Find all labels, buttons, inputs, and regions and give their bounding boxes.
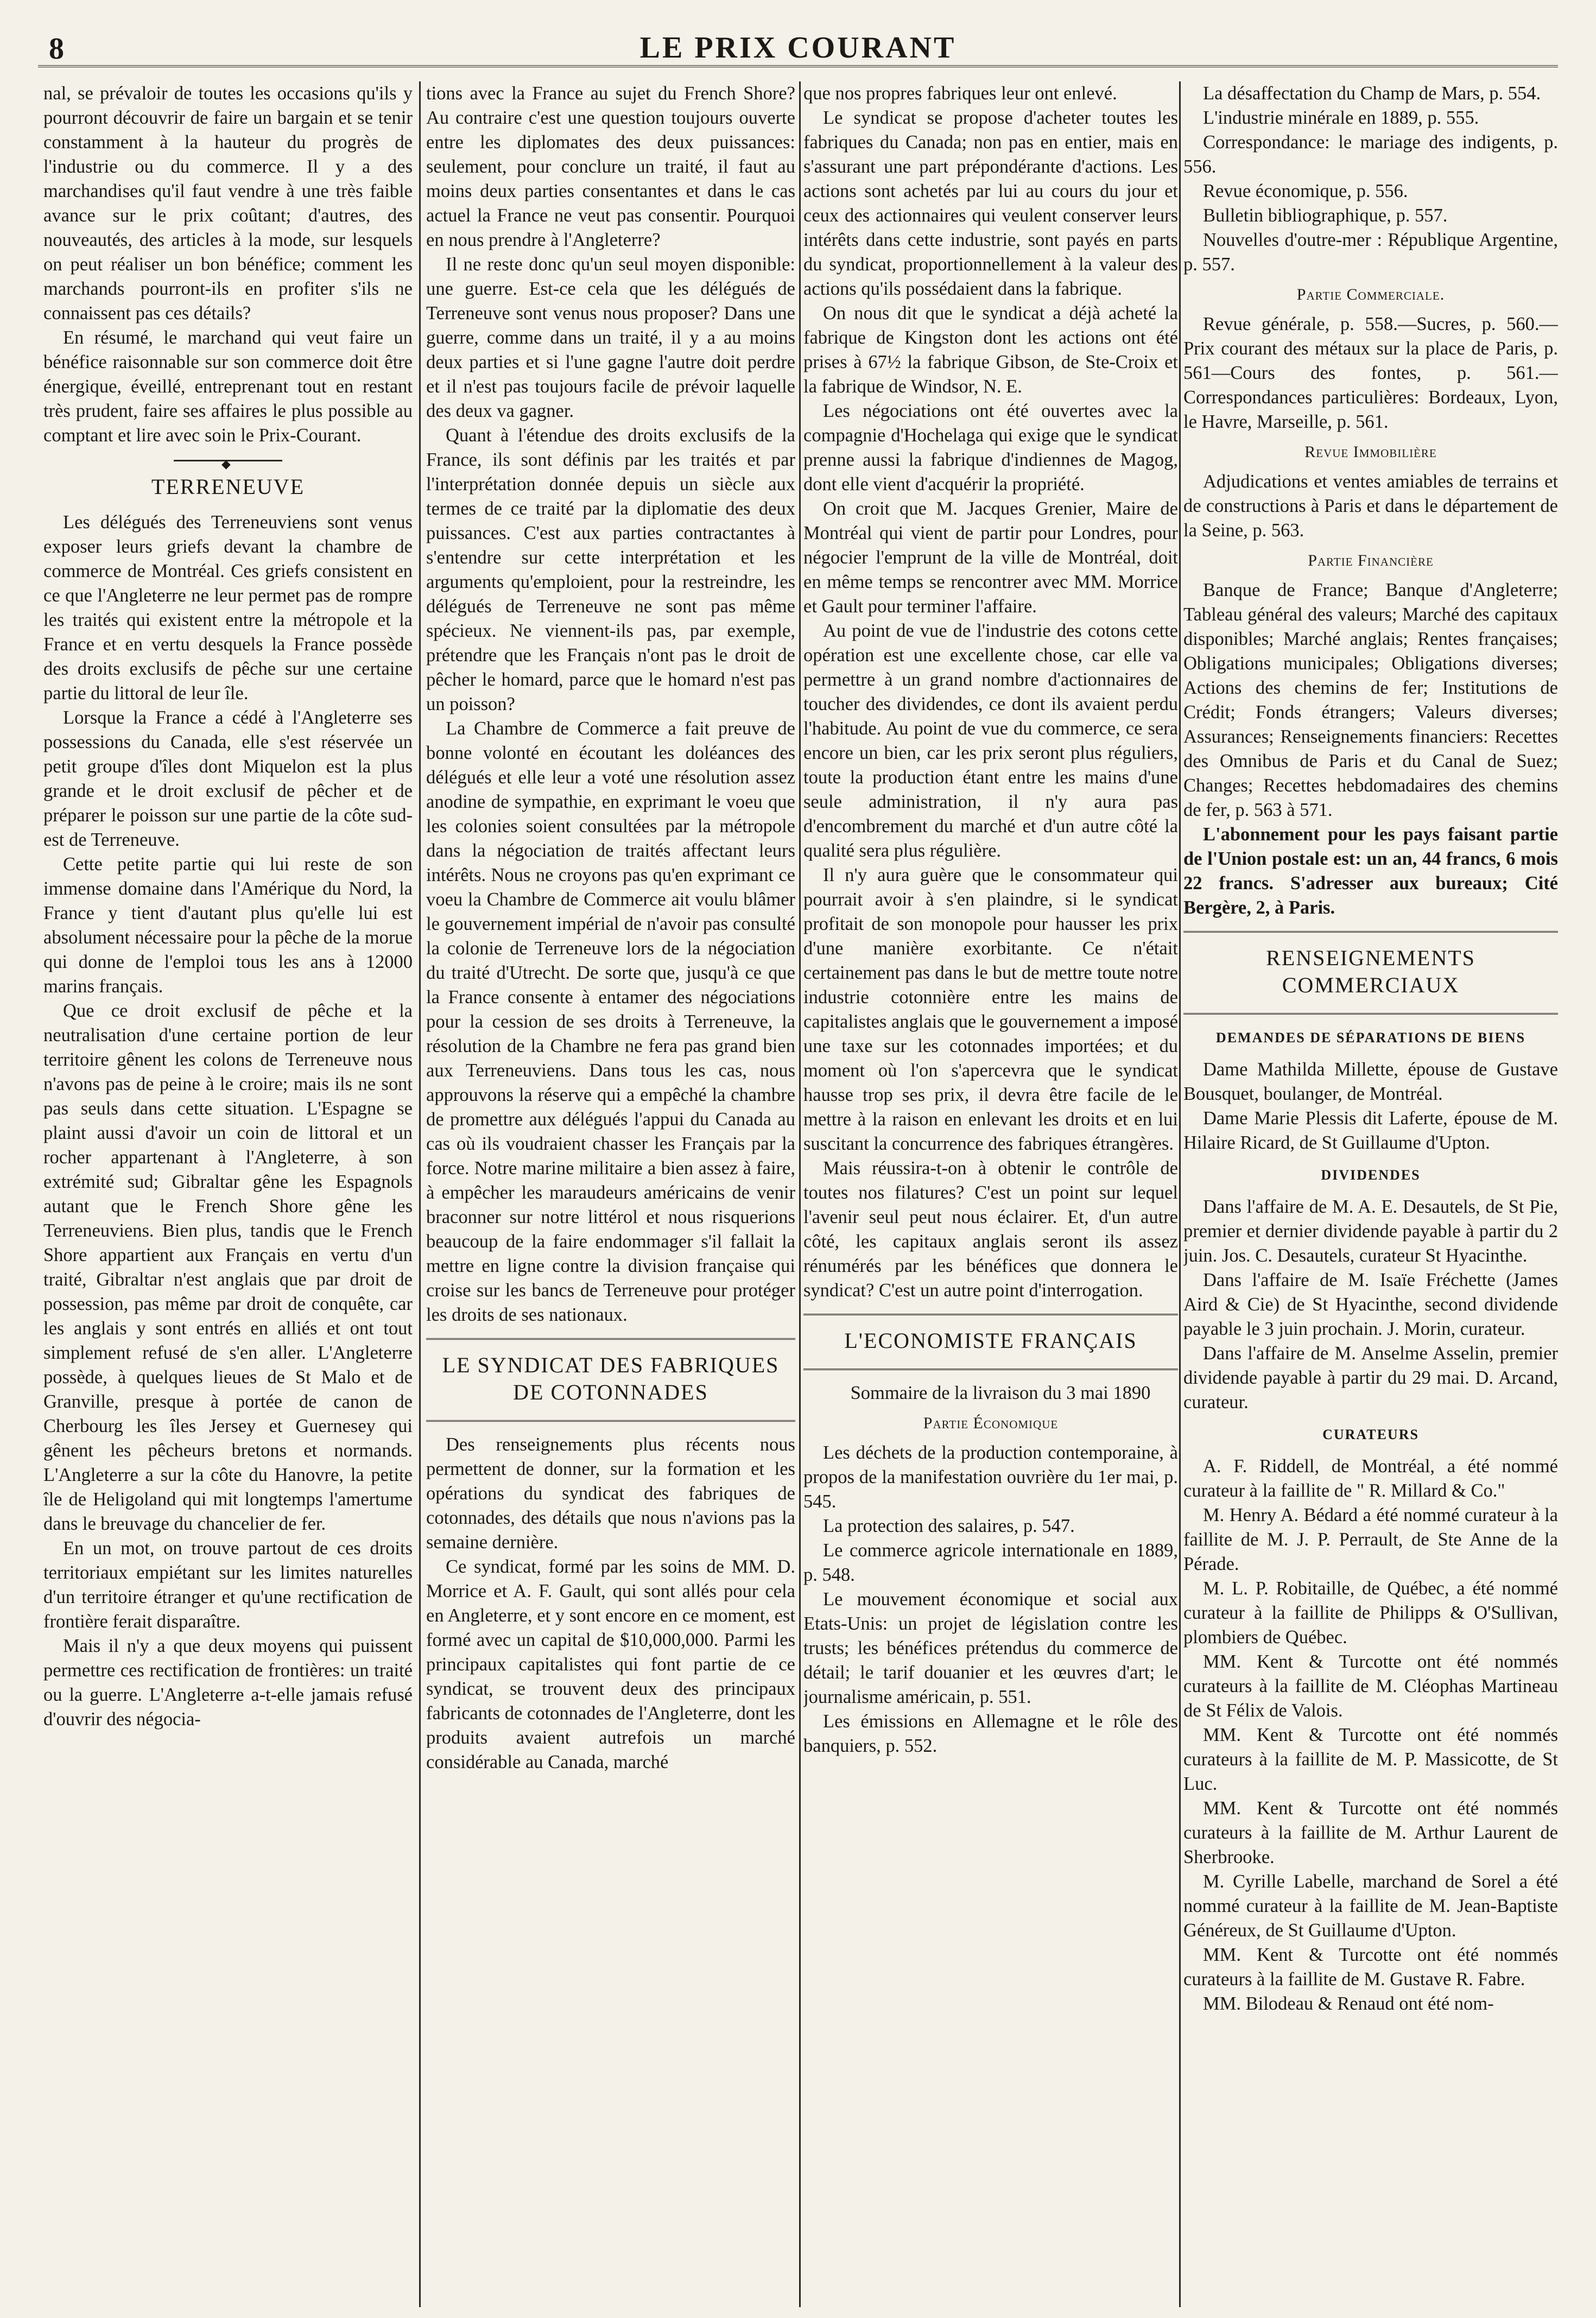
subsection-heading: Partie Commerciale. bbox=[1296, 286, 1445, 303]
list-item: Correspondance: le mariage des indigents, p. 556. bbox=[1183, 132, 1558, 177]
paragraph: En résumé, le marchand qui veut faire un bénéfice raisonnable sur son commerce doit être énergique, éveillé, entreprenant tout en restant très prudent, faire ses affaires le plus possible au comptant et lire avec soin le Prix-Courant. bbox=[43, 327, 413, 446]
notice: Dans l'affaire de M. Isaïe Fréchette (James Aird & Cie) de St Hyacinthe, second dividende payable le 3 juin prochain. J. Morin, curateur. bbox=[1183, 1270, 1558, 1339]
paragraph: que nos propres fabriques leur ont enlevé. bbox=[803, 83, 1117, 104]
subsection-heading: CURATEURS bbox=[1322, 1427, 1419, 1442]
notice: MM. Kent & Turcotte ont été nommés curateurs à la faillite de M. Gustave R. Fabre. bbox=[1183, 1945, 1558, 1990]
paragraph: Les délégués des Terreneuviens sont venus exposer leurs griefs devant la chambre de commerce de Montréal. Ces griefs consistent en ce que l'Angleterre ne leur permet pas de rompre les traités qui existent entre la métropole et la France et en vertu desquels la France possède des droits exclusifs de pêche sur une certaine partie du littoral de leur île. bbox=[43, 512, 413, 704]
notice: Dame Marie Plessis dit Laferte, épouse de M. Hilaire Ricard, de St Guillaume d'Upton. bbox=[1183, 1108, 1558, 1153]
list-item: Le mouvement économique et social aux Etats-Unis: un projet de législation contre les trusts; les bénéfices prétendus du commerce de détail; le tarif douanier et les œuvres d'art; le journalisme américain, p. 551. bbox=[803, 1589, 1178, 1707]
paragraph: nal, se prévaloir de toutes les occasions qu'ils y pourront découvrir de faire un bargain et se tenir constamment à la hauteur du progrès de l'industrie ou du commerce. Il y a des marchandises qu'il faut vendre à une très faible avance sur le prix coûtant; d'autres, des nouveautés, des articles à la mode, sur lesquels on peut réaliser un bon bénéfice; comment les marchands pourront-ils en profiter s'ils ne connaissent pas ces détails? bbox=[43, 83, 413, 324]
paragraph: En un mot, on trouve partout de ces droits territoriaux empiétant sur les limites naturelles d'un territoire étranger et qu'une rectification de frontière ferait disparaître. bbox=[43, 1538, 413, 1632]
page-number: 8 bbox=[49, 32, 64, 66]
paragraph: tions avec la France au sujet du French Shore? Au contraire c'est une question toujours ouverte entre les diplomates des deux puissances: seulement, pour conclure un traité, il faut au moins deux parties consentantes et dans le cas actuel la France ne veut pas consentir. Pourquoi en nous prendre à l'Angleterre? bbox=[426, 83, 795, 250]
notice: MM. Kent & Turcotte ont été nommés curateurs à la faillite de M. Cléophas Martineau de St Félix de Valois. bbox=[1183, 1651, 1558, 1721]
subscription-notice: L'abonnement pour les pays faisant partie de l'Union postale est: un an, 44 francs, 6 mois 22 francs. S'adresser aux bureaux; Cité Bergère, 2, à Paris. bbox=[1183, 824, 1558, 918]
notice: Dans l'affaire de M. A. E. Desautels, de St Pie, premier et dernier dividende payable à partir du 2 juin. Jos. C. Desautels, curateur St Hyacinthe. bbox=[1183, 1196, 1558, 1266]
notice: Dans l'affaire de M. Anselme Asselin, premier dividende payable à partir du 29 mai. D. Arcand, curateur. bbox=[1183, 1343, 1558, 1413]
paragraph: Au point de vue de l'industrie des cotons cette opération est une excellente chose, car elle va permettre à un grand nombre d'actionnaires de toucher des dividendes, ce dont ils avaient perdu l'habitude. Au point de vue du commerce, ce sera encore un bien, car les prix seront plus réguliers, toute la production étant entre les mains d'une seule administration, il n'y aura pas d'encombrement du marché et d'un autre côté la qualité sera plus régulière. bbox=[803, 620, 1178, 861]
paragraph: Cette petite partie qui lui reste de son immense domaine dans l'Amérique du Nord, la France y tient d'autant plus qu'elle lui est absolument nécessaire pour la pêche de la morue qui donne de l'emploi tous les ans à 12000 marins français. bbox=[43, 854, 413, 997]
notice: MM. Kent & Turcotte ont été nommés curateurs à la faillite de M. Arthur Laurent de Sherbrooke. bbox=[1183, 1798, 1558, 1867]
list-item: Bulletin bibliographique, p. 557. bbox=[1203, 205, 1448, 226]
journal-title: LE PRIX COURANT bbox=[639, 31, 957, 65]
paragraph: Revue générale, p. 558.—Sucres, p. 560.—Prix courant des métaux sur la place de Paris, p. 561—Cours des fontes, p. 561.—Correspondances particulières: Bordeaux, Lyon, le Havre, Marseille, p. 561. bbox=[1183, 314, 1558, 432]
paragraph: Lorsque la France a cédé à l'Angleterre ses possessions du Canada, elle s'est réservée un petit groupe d'îles dont Miquelon est la plus grande et le droit exclusif de pêcher et de préparer le poisson sur une partie de la côte sud-est de Terreneuve. bbox=[43, 707, 413, 850]
list-item: Les émissions en Allemagne et le rôle des banquiers, p. 552. bbox=[803, 1711, 1178, 1756]
subsection-heading: DEMANDES DE SÉPARATIONS DE BIENS bbox=[1215, 1030, 1526, 1046]
notice: Dame Mathilda Millette, épouse de Gustave Bousquet, boulanger, de Montréal. bbox=[1183, 1059, 1558, 1104]
paragraph: Banque de France; Banque d'Angleterre; Tableau général des valeurs; Marché des capitaux disponibles; Marché anglais; Rentes françaises; Obligations municipales; Obligations diverses; Actions des chemins de fer; Institutions de Crédit; Fonds étrangers; Valeurs diverses; Assurances; Renseignements financiers: Recettes des Omnibus de Paris et du Canal de Suez; Changes; Recettes hebdomadaires des chemins de fer, p. 563 à 571. bbox=[1183, 580, 1558, 820]
subsection-heading: Partie Économique bbox=[923, 1414, 1059, 1432]
subsection-heading: DIVIDENDES bbox=[1321, 1167, 1421, 1183]
paragraph: On croit que M. Jacques Grenier, Maire de Montréal qui vient de partir pour Londres, pour négocier l'emprunt de la ville de Montréal, doit en même temps se rencontrer avec MM. Morrice et Gault pour terminer l'affaire. bbox=[803, 498, 1178, 617]
column-rule bbox=[419, 81, 421, 2307]
section-heading-renseignements: RENSEIGNEMENTS COMMERCIAUX bbox=[1266, 946, 1475, 997]
paragraph: On nous dit que le syndicat a déjà acheté la fabrique de Kingston dont les actions ont été prises à 67½ la fabrique Gibson, de Ste-Croix et la fabrique de Windsor, N. E. bbox=[803, 303, 1178, 397]
column-rule bbox=[799, 81, 801, 2307]
paragraph: Il n'y aura guère que le consommateur qui pourrait avoir à s'en plaindre, si le syndicat profitait de son monopole pour hausser les prix d'une manière exorbitante. Ce n'était certainement pas dans le but de mettre toute notre industrie cotonnière entre les mains de capitalistes anglais que le gouvernement a imposé une taxe sur les cotonnades importées; et du moment où l'on s'apercevra que le syndicat hausse trop ses prix, il devra être facile de le mettre à la raison en enlevant les droits et en lui suscitant la concurrence des fabriques étrangères. bbox=[803, 865, 1178, 1154]
paragraph: Quant à l'étendue des droits exclusifs de la France, ils sont définis par les traités et par l'interprétation donnée depuis un siècle aux termes de ce traité par la diplomatie des deux puissances. C'est aux parties contractantes à s'entendre sur cette interprétation et les arguments qu'emploient, pour la restreindre, les délégués de Terreneuve ne sont pas même spécieux. Ne viennent-ils pas, par exemple, prétendre que les Français n'ont pas le droit de pêcher le homard, parce que le homard n'est pas un poisson? bbox=[426, 425, 795, 714]
section-heading-box bbox=[426, 1338, 795, 1422]
section-heading-economiste: L'ECONOMISTE FRANÇAIS bbox=[844, 1328, 1137, 1353]
column-4 bbox=[1183, 81, 1558, 2296]
section-heading-syndicat: LE SYNDICAT DES FABRIQUES DE COTONNADES bbox=[442, 1353, 780, 1404]
subsection-heading: Partie Financière bbox=[1308, 552, 1434, 569]
list-item: Le commerce agricole internationale en 1889, p. 548. bbox=[803, 1540, 1178, 1585]
column-1 bbox=[43, 81, 413, 2296]
paragraph: Que ce droit exclusif de pêche et la neutralisation d'une certaine portion de leur territoire gênent les colons de Terreneuve nous n'avons pas de peine à le croire; mais ils ne sont pas seuls dans cette situation. L'Espagne se plaint aussi d'avoir un coin de littoral et un rocher appartenant à l'Angleterre, à son extrémité sud; Gibraltar gêne les Espagnols autant que le French Shore gêne les Terreneuviens. Bien plus, tandis que le French Shore appartient aux Français en vertu d'un traité, Gibraltar n'est anglais que par droit de possession, pas même par droit de conquête, car les anglais y sont entrés en alliés et ont tout simplement refusé de s'en aller. L'Angleterre possède, à quelques lieues de St Malo et de Granville, presque à portée de canon de Cherbourg les îles Jersey et Guernesey qui gênent les pêcheurs bretons et normands. L'Angleterre a sur la côte du Hanovre, la petite île de Heligoland qui mit longtemps l'amertume dans le breuvage du chancelier de fer. bbox=[43, 1000, 413, 1534]
list-item: Les déchets de la production contemporaine, à propos de la manifestation ouvrière du 1er mai, p. 545. bbox=[803, 1442, 1178, 1512]
list-item: Revue économique, p. 556. bbox=[1203, 181, 1408, 201]
paragraph: Les négociations ont été ouvertes avec la compagnie d'Hochelaga qui exige que le syndicat prenne aussi la fabrique d'indiennes de Magog, dont elle vient d'acquérir la propriété. bbox=[803, 401, 1178, 495]
notice: MM. Bilodeau & Renaud ont été nom- bbox=[1203, 1993, 1494, 2014]
section-heading-terreneuve: TERRENEUVE bbox=[151, 474, 305, 499]
notice: M. Henry A. Bédard a été nommé curateur à la faillite de M. J. P. Perrault, de Ste Anne de la Pérade. bbox=[1183, 1505, 1558, 1574]
paragraph: La Chambre de Commerce a fait preuve de bonne volonté en écoutant les doléances des délégués et elle leur a voté une résolution assez anodine de sympathie, en exprimant le voeu que les colonies soient consultées par la métropole dans la négociation de traités affectant leurs intérêts. Nous ne croyons pas qu'en exprimant ce voeu la Chambre de Commerce ait voulu blâmer le gouvernement impérial de n'avoir pas consulté la colonie de Terreneuve lors de la négociation du traité d'Utrecht. De sorte que, jusqu'à ce que la France consente à entamer des négociations pour la cession de ses droits à Terreneuve, la résolution de la Chambre ne fera pas grand bien aux Terreneuviens. Dans tous les cas, nous approuvons la réserve qui a empêché la chambre de promettre aux délégués l'appui du Canada au cas où ils voudraient chasser les Français par la force. Notre marine militaire a bien assez à faire, à empêcher les maraudeurs américains de venir braconner sur notre littérol et nous risquerions beaucoup de la faire endommager s'il fallait la mettre en ligne contre la division française qui croise sur les bancs de Terreneuve pour protéger les droits de ses nationaux. bbox=[426, 718, 795, 1325]
page-header bbox=[38, 22, 1558, 67]
list-item: La désaffectation du Champ de Mars, p. 554. bbox=[1203, 83, 1541, 104]
paragraph: Le syndicat se propose d'acheter toutes les fabriques du Canada; non pas en entier, mais en s'assurant une part prépondérante d'actions. Les actions sont achetés par lui au cours du jour et ceux des actionnaires qui veulent conserver leurs intérêts dans cette industrie, sont payés en parts du syndicat, proportionnellement à la valeur des actions qu'ils possédaient dans la fabrique. bbox=[803, 107, 1178, 299]
list-item: Nouvelles d'outre-mer : République Argentine, p. 557. bbox=[1183, 230, 1558, 275]
list-item: La protection des salaires, p. 547. bbox=[823, 1516, 1075, 1536]
column-rule bbox=[1179, 81, 1181, 2307]
summary-line: Sommaire de la livraison du 3 mai 1890 bbox=[850, 1383, 1151, 1403]
paragraph: Mais réussira-t-on à obtenir le contrôle de toutes nos filatures? C'est un point sur lequel l'avenir seul peut nous éclairer. Et, d'un autre côté, les capitaux anglais seront ils assez rénumérés par les bénéfices que donnera le syndicat? C'est un autre point d'interrogation. bbox=[803, 1158, 1178, 1301]
paragraph: Ce syndicat, formé par les soins de MM. D. Morrice et A. F. Gault, qui sont allés pour cela en Angleterre, et y sont encore en ce moment, est formé avec un capital de $10,000,000. Parmi les principaux capitalistes qui font partie de ce syndicat, se trouvent deux des principaux fabricants de cotonnades de l'Angleterre, dont les produits avaient autrefois un marché considérable au Canada, marché bbox=[426, 1556, 795, 1772]
notice: MM. Kent & Turcotte ont été nommés curateurs à la faillite de M. P. Massicotte, de St Luc. bbox=[1183, 1725, 1558, 1794]
section-heading-box bbox=[1183, 931, 1558, 1015]
notice: A. F. Riddell, de Montréal, a été nommé curateur à la faillite de " R. Millard & Co." bbox=[1183, 1456, 1558, 1501]
subsection-heading: Revue Immobilière bbox=[1304, 443, 1437, 461]
notice: M. L. P. Robitaille, de Québec, a été nommé curateur à la faillite de Philipps & O'Sullivan, plombiers de Québec. bbox=[1183, 1578, 1558, 1648]
paragraph: Mais il n'y a que deux moyens qui puissent permettre ces rectification de frontières: un traité ou la guerre. L'Angleterre a-t-elle jamais refusé d'ouvrir des négocia- bbox=[43, 1636, 413, 1730]
column-2 bbox=[426, 81, 795, 2296]
section-heading-box bbox=[803, 1314, 1178, 1370]
ornament-divider bbox=[174, 460, 282, 461]
notice: M. Cyrille Labelle, marchand de Sorel a été nommé curateur à la faillite de M. Jean-Baptiste Généreux, de St Guillaume d'Upton. bbox=[1183, 1871, 1558, 1941]
paragraph: Adjudications et ventes amiables de terrains et de constructions à Paris et dans le département de la Seine, p. 563. bbox=[1183, 471, 1558, 541]
column-3 bbox=[803, 81, 1178, 2296]
paragraph: Des renseignements plus récents nous permettent de donner, sur la formation et les opérations du syndicat des fabriques de cotonnades, des détails que nous n'avions pas la semaine dernière. bbox=[426, 1434, 795, 1553]
paragraph: Il ne reste donc qu'un seul moyen disponible: une guerre. Est-ce cela que les délégués de Terreneuve sont venus nous proposer? Dans une guerre, comme dans un traité, il y a au moins deux parties et si l'une gagne l'autre doit perdre et il n'est pas toujours facile de prévoir laquelle des deux va gagner. bbox=[426, 254, 795, 421]
list-item: L'industrie minérale en 1889, p. 555. bbox=[1203, 107, 1479, 128]
